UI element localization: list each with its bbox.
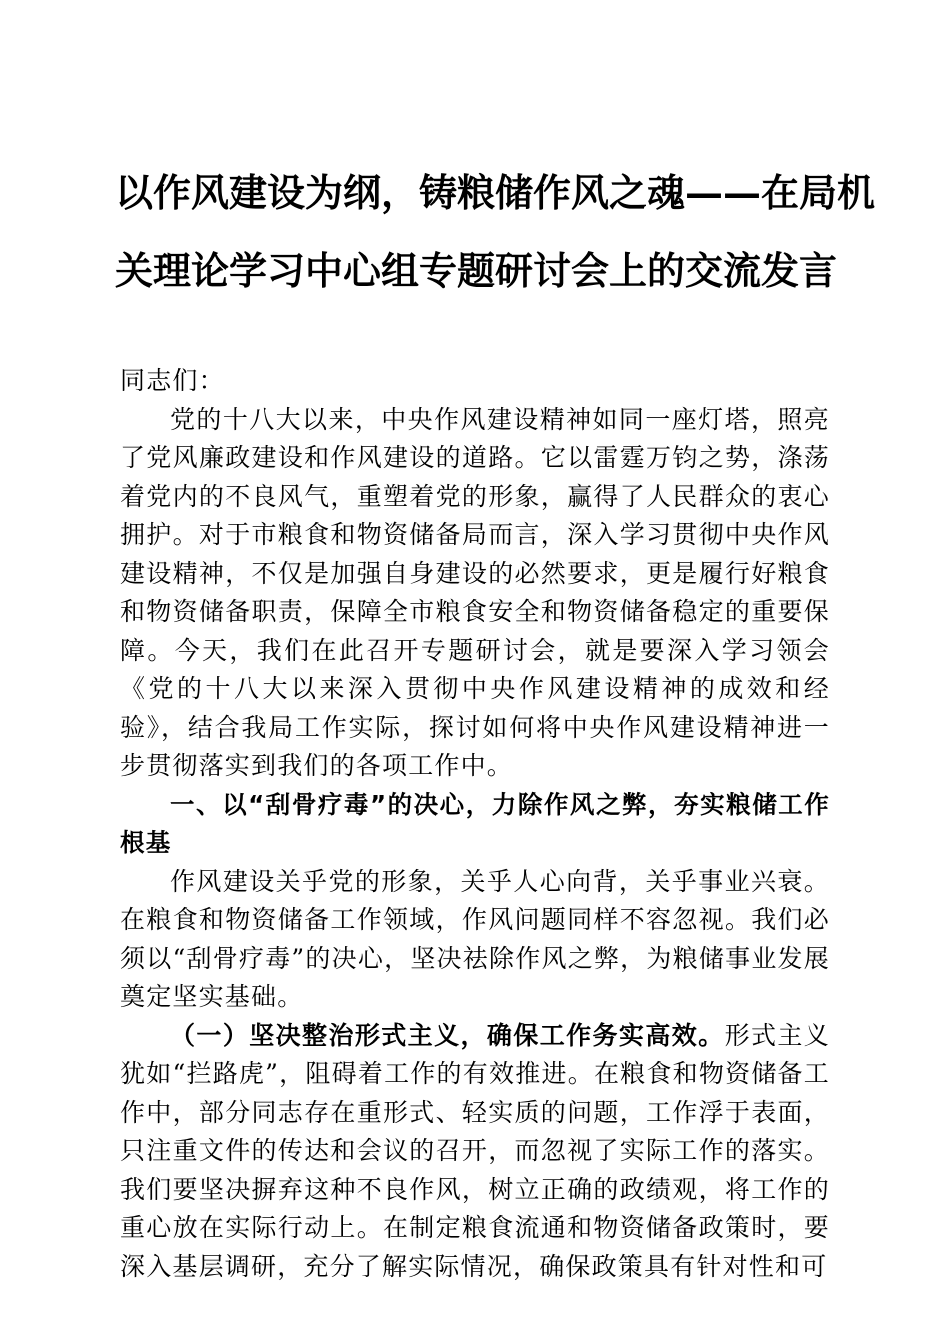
section-heading-1: 一、以“刮骨疗毒”的决心，力除作风之弊，夯实粮储工作根基: [120, 789, 830, 857]
document-body: [120, 362, 830, 1286]
title-line-1: 以作风建设为纲，铸粮储作风之魂——在局机: [115, 170, 876, 215]
title-line-2: 关理论学习中心组专题研讨会上的交流发言: [115, 248, 838, 293]
salutation: 同志们：: [120, 366, 225, 395]
subsection-1-text: 形式主义犹如“拦路虎”，阻碍着工作的有效推进。在粮食和物资储备工作中，部分同志存在重形式、轻实质的问题，工作浮于表面，只注重文件的传达和会议的召开，而忽视了实际工作的落实。我们要坚决摒弃这种不良作风，树立正确的政绩观，将工作的重心放在实际行动上。在制定粮食流通和物资储备政策时，要深入基层调研，充分了解实际情况，确保政策具有针对性和可: [120, 1020, 831, 1281]
subsection-1-paragraph: [120, 1017, 830, 1287]
section-1-paragraph: 作风建设关乎党的形象，关乎人心向背，关乎事业兴衰。在粮食和物资储备工作领域，作风问题同样不容忽视。我们必须以“刮骨疗毒”的决心，坚决祛除作风之弊，为粮储事业发展奠定坚实基础。: [120, 866, 830, 1011]
intro-paragraph: 党的十八大以来，中央作风建设精神如同一座灯塔，照亮了党风廉政建设和作风建设的道路。它以雷霆万钧之势，涤荡着党内的不良风气，重塑着党的形象，赢得了人民群众的衷心拥护。对于市粮食和物资储备局而言，深入学习贯彻中央作风建设精神，不仅是加强自身建设的必然要求，更是履行好粮食和物资储备职责，保障全市粮食安全和物资储备稳定的重要保障。今天，我们在此召开专题研讨会，就是要深入学习领会《党的十八大以来深入贯彻中央作风建设精神的成效和经验》，结合我局工作实际，探讨如何将中央作风建设精神进一步贯彻落实到我们的各项工作中。: [120, 404, 830, 780]
document-title: [115, 168, 876, 296]
subsection-1-lead: （一）坚决整治形式主义，确保工作务实高效。: [170, 1020, 725, 1050]
